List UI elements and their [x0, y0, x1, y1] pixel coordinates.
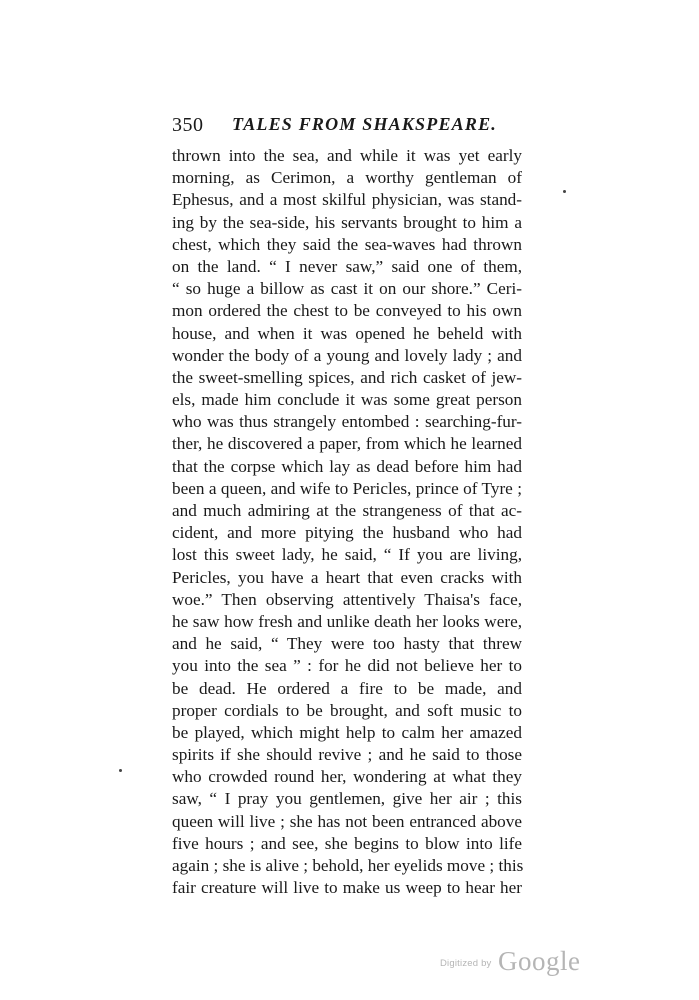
stray-ink-mark	[563, 190, 566, 193]
text-line: Ephesus, and a most skilful physician, was stand-	[172, 190, 522, 210]
running-head	[172, 114, 522, 142]
stray-ink-mark	[119, 769, 122, 772]
text-line: Pericles, you have a heart that even cracks with	[172, 567, 522, 587]
body-text	[172, 145, 522, 899]
text-line: “ so huge a billow as cast it on our shore.” Ceri-	[172, 279, 522, 299]
text-line: house, and when it was opened he beheld with	[172, 323, 522, 343]
text-line: saw, “ I pray you gentlemen, give her air ; this	[172, 789, 522, 809]
text-line: proper cordials to be brought, and soft music to	[172, 700, 522, 720]
text-line: ing by the sea-side, his servants brought to him a	[172, 212, 522, 232]
text-line: woe.” Then observing attentively Thaisa's face,	[172, 589, 522, 609]
running-title: TALES FROM SHAKSPEARE.	[232, 114, 497, 134]
text-line: cident, and more pitying the husband who had	[172, 523, 522, 543]
text-line: he saw how fresh and unlike death her looks were,	[172, 611, 522, 631]
text-line: fair creature will live to make us weep to hear her	[172, 878, 522, 898]
text-line: that the corpse which lay as dead before him had	[172, 456, 522, 476]
text-line: who was thus strangely entombed : searching-fur-	[172, 412, 522, 432]
text-line: been a queen, and wife to Pericles, prince of Tyre ;	[172, 478, 522, 498]
text-line: lost this sweet lady, he said, “ If you are living,	[172, 545, 522, 565]
text-line: chest, which they said the sea-waves had thrown	[172, 234, 522, 254]
page-number: 350	[172, 114, 204, 136]
text-line: ther, he discovered a paper, from which he learned	[172, 434, 522, 454]
text-line: and much admiring at the strangeness of that ac-	[172, 501, 522, 520]
google-logo-text: Google	[497, 946, 581, 976]
text-line: you into the sea ” : for he did not believe her to	[172, 656, 522, 676]
text-line: and he said, “ They were too hasty that threw	[172, 634, 522, 654]
text-line: be dead. He ordered a fire to be made, and	[172, 678, 522, 698]
text-line: be played, which might help to calm her amazed	[172, 722, 522, 742]
text-line: els, made him conclude it was some great person	[172, 390, 522, 410]
text-line: on the land. “ I never saw,” said one of them,	[172, 256, 522, 276]
digitized-watermark	[440, 946, 580, 976]
text-line: five hours ; and see, she begins to blow into life	[172, 833, 522, 853]
text-line: spirits if she should revive ; and he said to those	[172, 745, 522, 765]
text-line: mon ordered the chest to be conveyed to his own	[172, 301, 522, 321]
watermark-prefix: Digitized by	[440, 958, 492, 969]
text-line: thrown into the sea, and while it was yet early	[172, 146, 522, 165]
text-line: again ; she is alive ; behold, her eyelids move ; this	[172, 856, 524, 875]
text-line: the sweet-smelling spices, and rich casket of jew-	[172, 367, 522, 387]
text-line: queen will live ; she has not been entranced above	[172, 811, 522, 831]
text-line: morning, as Cerimon, a worthy gentleman of	[172, 168, 522, 188]
text-line: who crowded round her, wondering at what they	[172, 767, 522, 787]
text-line: wonder the body of a young and lovely lady ; and	[172, 345, 522, 365]
